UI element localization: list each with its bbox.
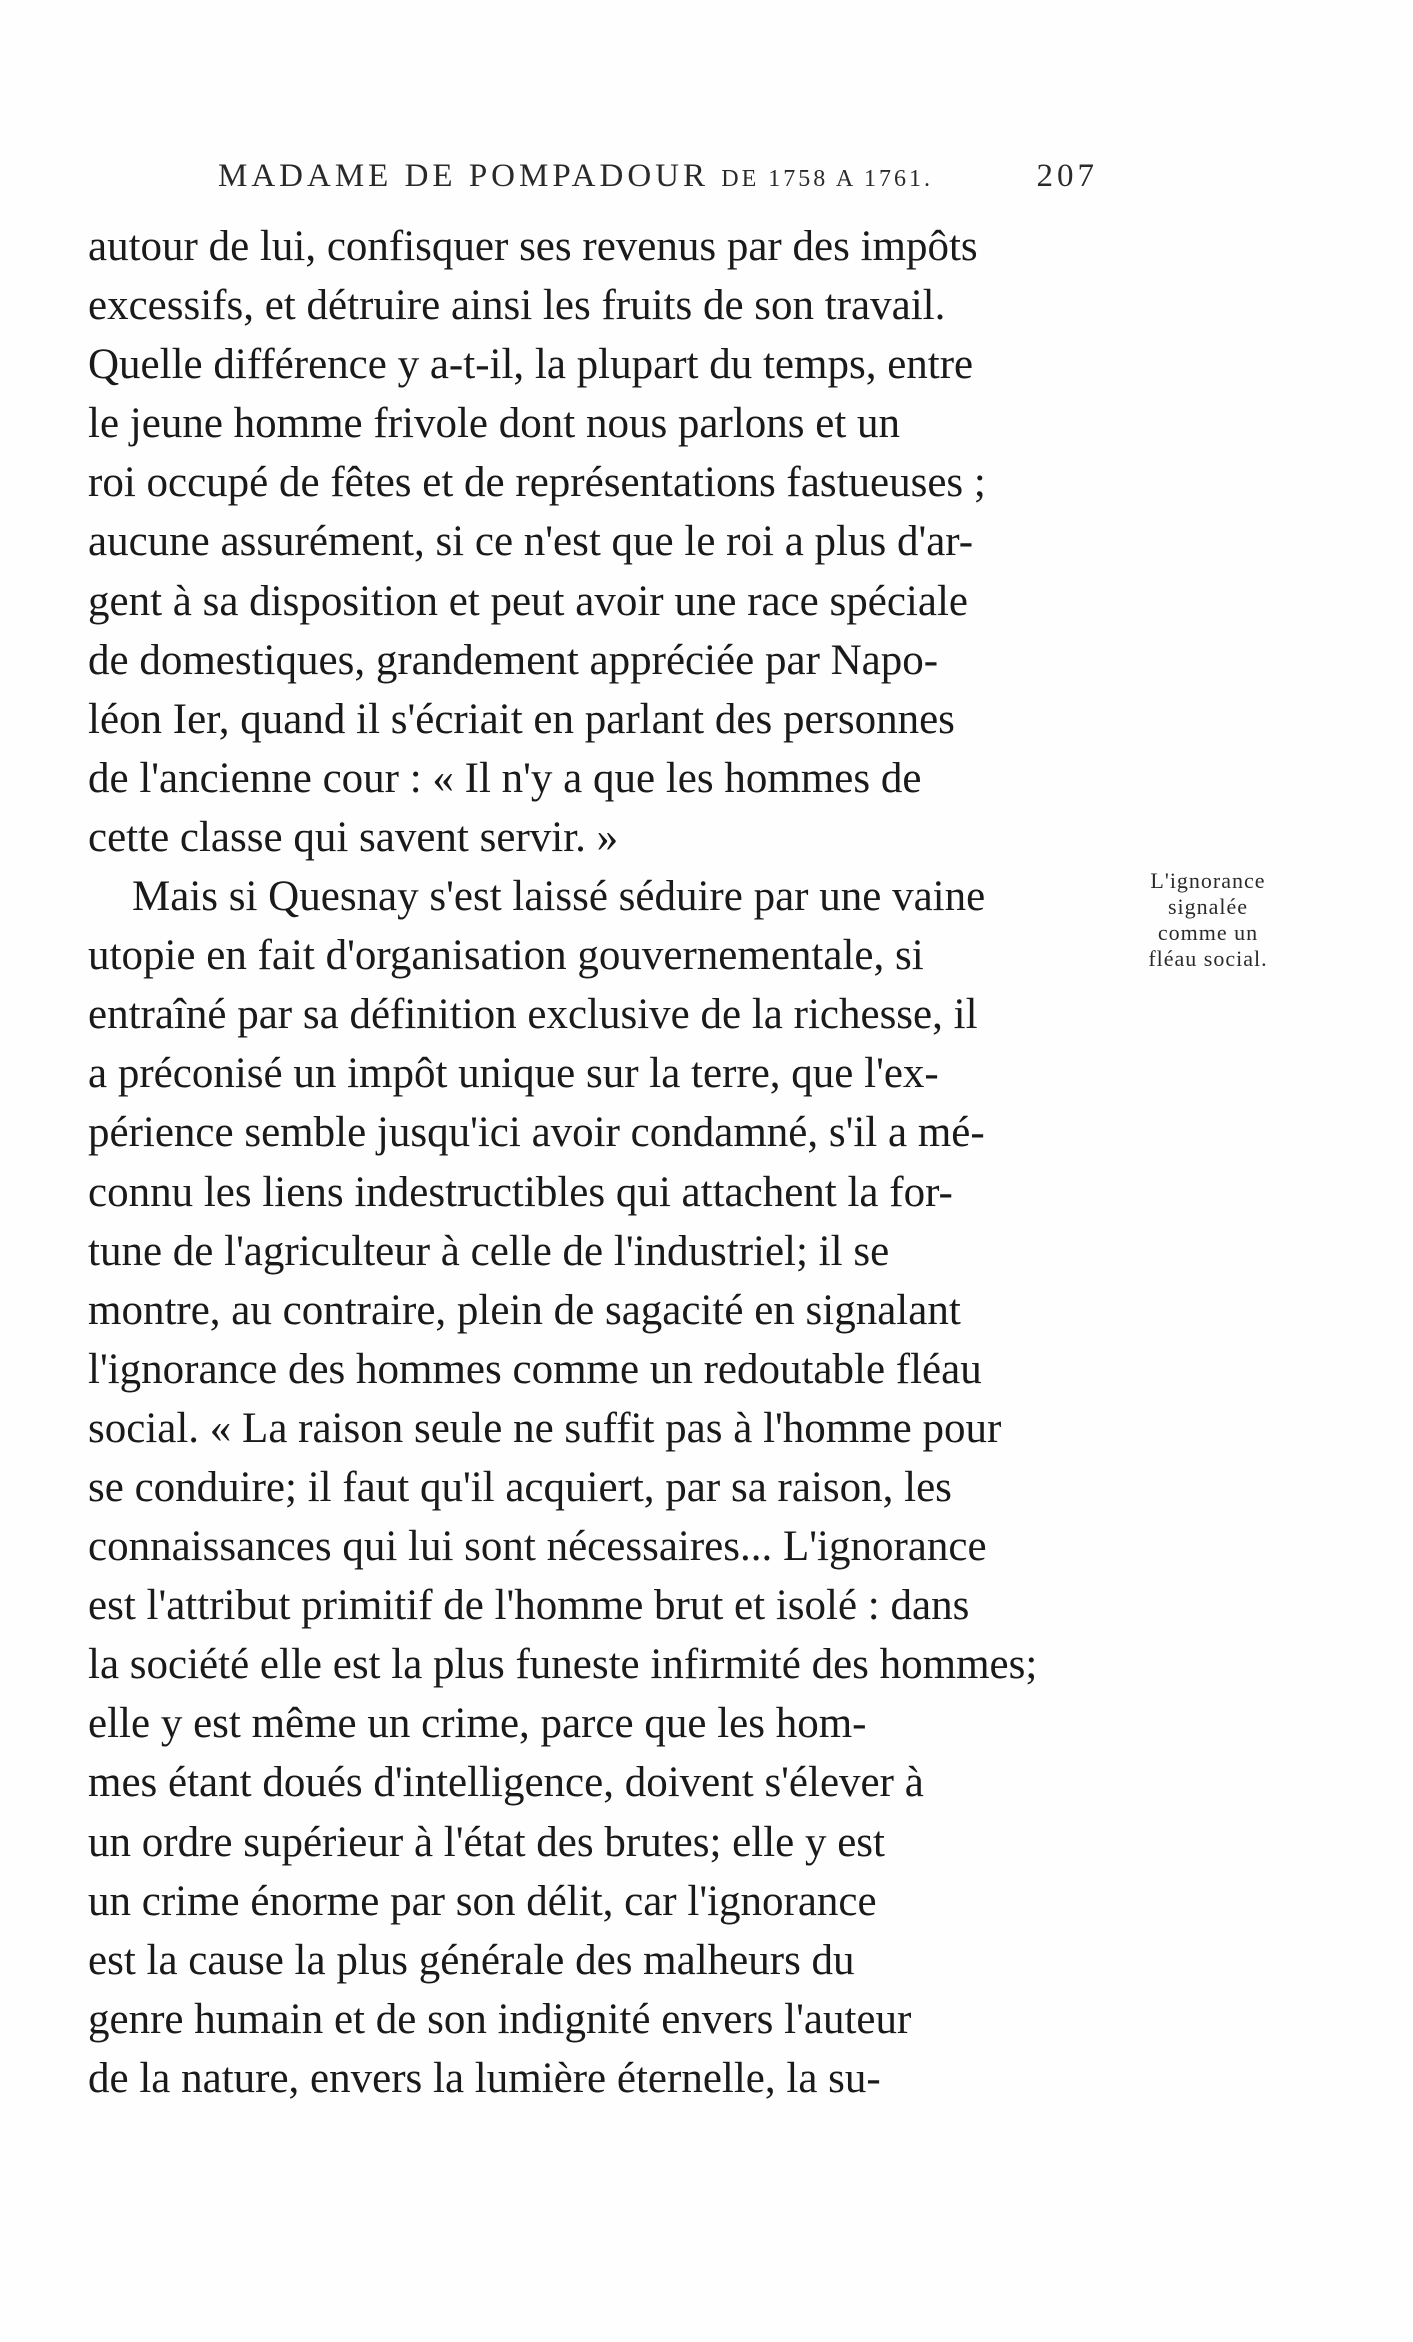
text-line: excessifs, et détruire ainsi les fruits de son travail. [88, 282, 946, 330]
paragraph-first-line: Mais si Quesnay s'est laissé séduire par une vaine [132, 873, 986, 921]
running-head [218, 158, 1098, 198]
text-line: l'ignorance des hommes comme un redoutable fléau [88, 1345, 982, 1393]
margin-note [1128, 868, 1288, 972]
text-line: genre humain et de son indignité envers l'auteur [88, 1995, 912, 2043]
margin-note-line: fléau social. [1148, 946, 1268, 971]
text-line: Quelle différence y a-t-il, la plupart du temps, entre [88, 341, 974, 389]
text-line: autour de lui, confisquer ses revenus par des impôts [88, 223, 978, 270]
text-line: a préconisé un impôt unique sur la terre, que l'ex- [88, 1050, 939, 1098]
text-line: gent à sa disposition et peut avoir une race spéciale [88, 577, 968, 625]
margin-note-line: comme un [1157, 920, 1259, 945]
text-line: la société elle est la plus funeste infirmité des hommes; [88, 1641, 1038, 1689]
text-line: tune de l'agriculteur à celle de l'industriel; il se [88, 1227, 890, 1275]
text-line: montre, au contraire, plein de sagacité en signalant [88, 1286, 961, 1334]
text-line: de l'ancienne cour : « Il n'y a que les hommes de [88, 754, 922, 802]
running-head-title-text: MADAME DE POMPADOUR [218, 158, 710, 194]
text-line: est la cause la plus générale des malheurs du [88, 1936, 855, 1984]
margin-note-line: signalée [1167, 894, 1249, 919]
text-line: mes étant doués d'intelligence, doivent s'élever à [88, 1759, 924, 1807]
text-line: de domestiques, grandement appréciée par Napo- [88, 636, 939, 684]
text-line: connaissances qui lui sont nécessaires... L'ignorance [88, 1523, 987, 1571]
text-line: cette classe qui savent servir. » [88, 813, 619, 861]
text-line: un crime énorme par son délit, car l'ignorance [88, 1877, 877, 1925]
text-line: entraîné par sa définition exclusive de la richesse, il [88, 991, 978, 1039]
margin-note-line: L'ignorance [1150, 868, 1266, 893]
text-line: social. « La raison seule ne suffit pas à l'homme pour [88, 1404, 1002, 1452]
text-line: roi occupé de fêtes et de représentations fastueuses ; [88, 459, 986, 507]
text-line: se conduire; il faut qu'il acquiert, par sa raison, les [88, 1463, 952, 1511]
text-line: est l'attribut primitif de l'homme brut et isolé : dans [88, 1582, 970, 1630]
text-line: le jeune homme frivole dont nous parlons et un [88, 400, 901, 448]
text-line: un ordre supérieur à l'état des brutes; elle y est [88, 1818, 885, 1866]
text-line: elle y est même un crime, parce que les hom- [88, 1700, 867, 1748]
running-head-range: DE 1758 A 1761. [721, 166, 933, 192]
text-line: léon Ier, quand il s'écriait en parlant des personnes [88, 695, 955, 743]
text-line: connu les liens indestructibles qui attachent la for- [88, 1168, 953, 1216]
text-line: aucune assurément, si ce n'est que le roi a plus d'ar- [88, 518, 974, 566]
text-line: périence semble jusqu'ici avoir condamné, s'il a mé- [88, 1109, 985, 1157]
text-line: utopie en fait d'organisation gouvernementale, si [88, 932, 924, 980]
running-head-title [218, 158, 933, 195]
text-line: de la nature, envers la lumière éternelle, la su- [88, 2054, 881, 2102]
page-number: 207 [1036, 158, 1098, 194]
body-text [88, 217, 1098, 2108]
